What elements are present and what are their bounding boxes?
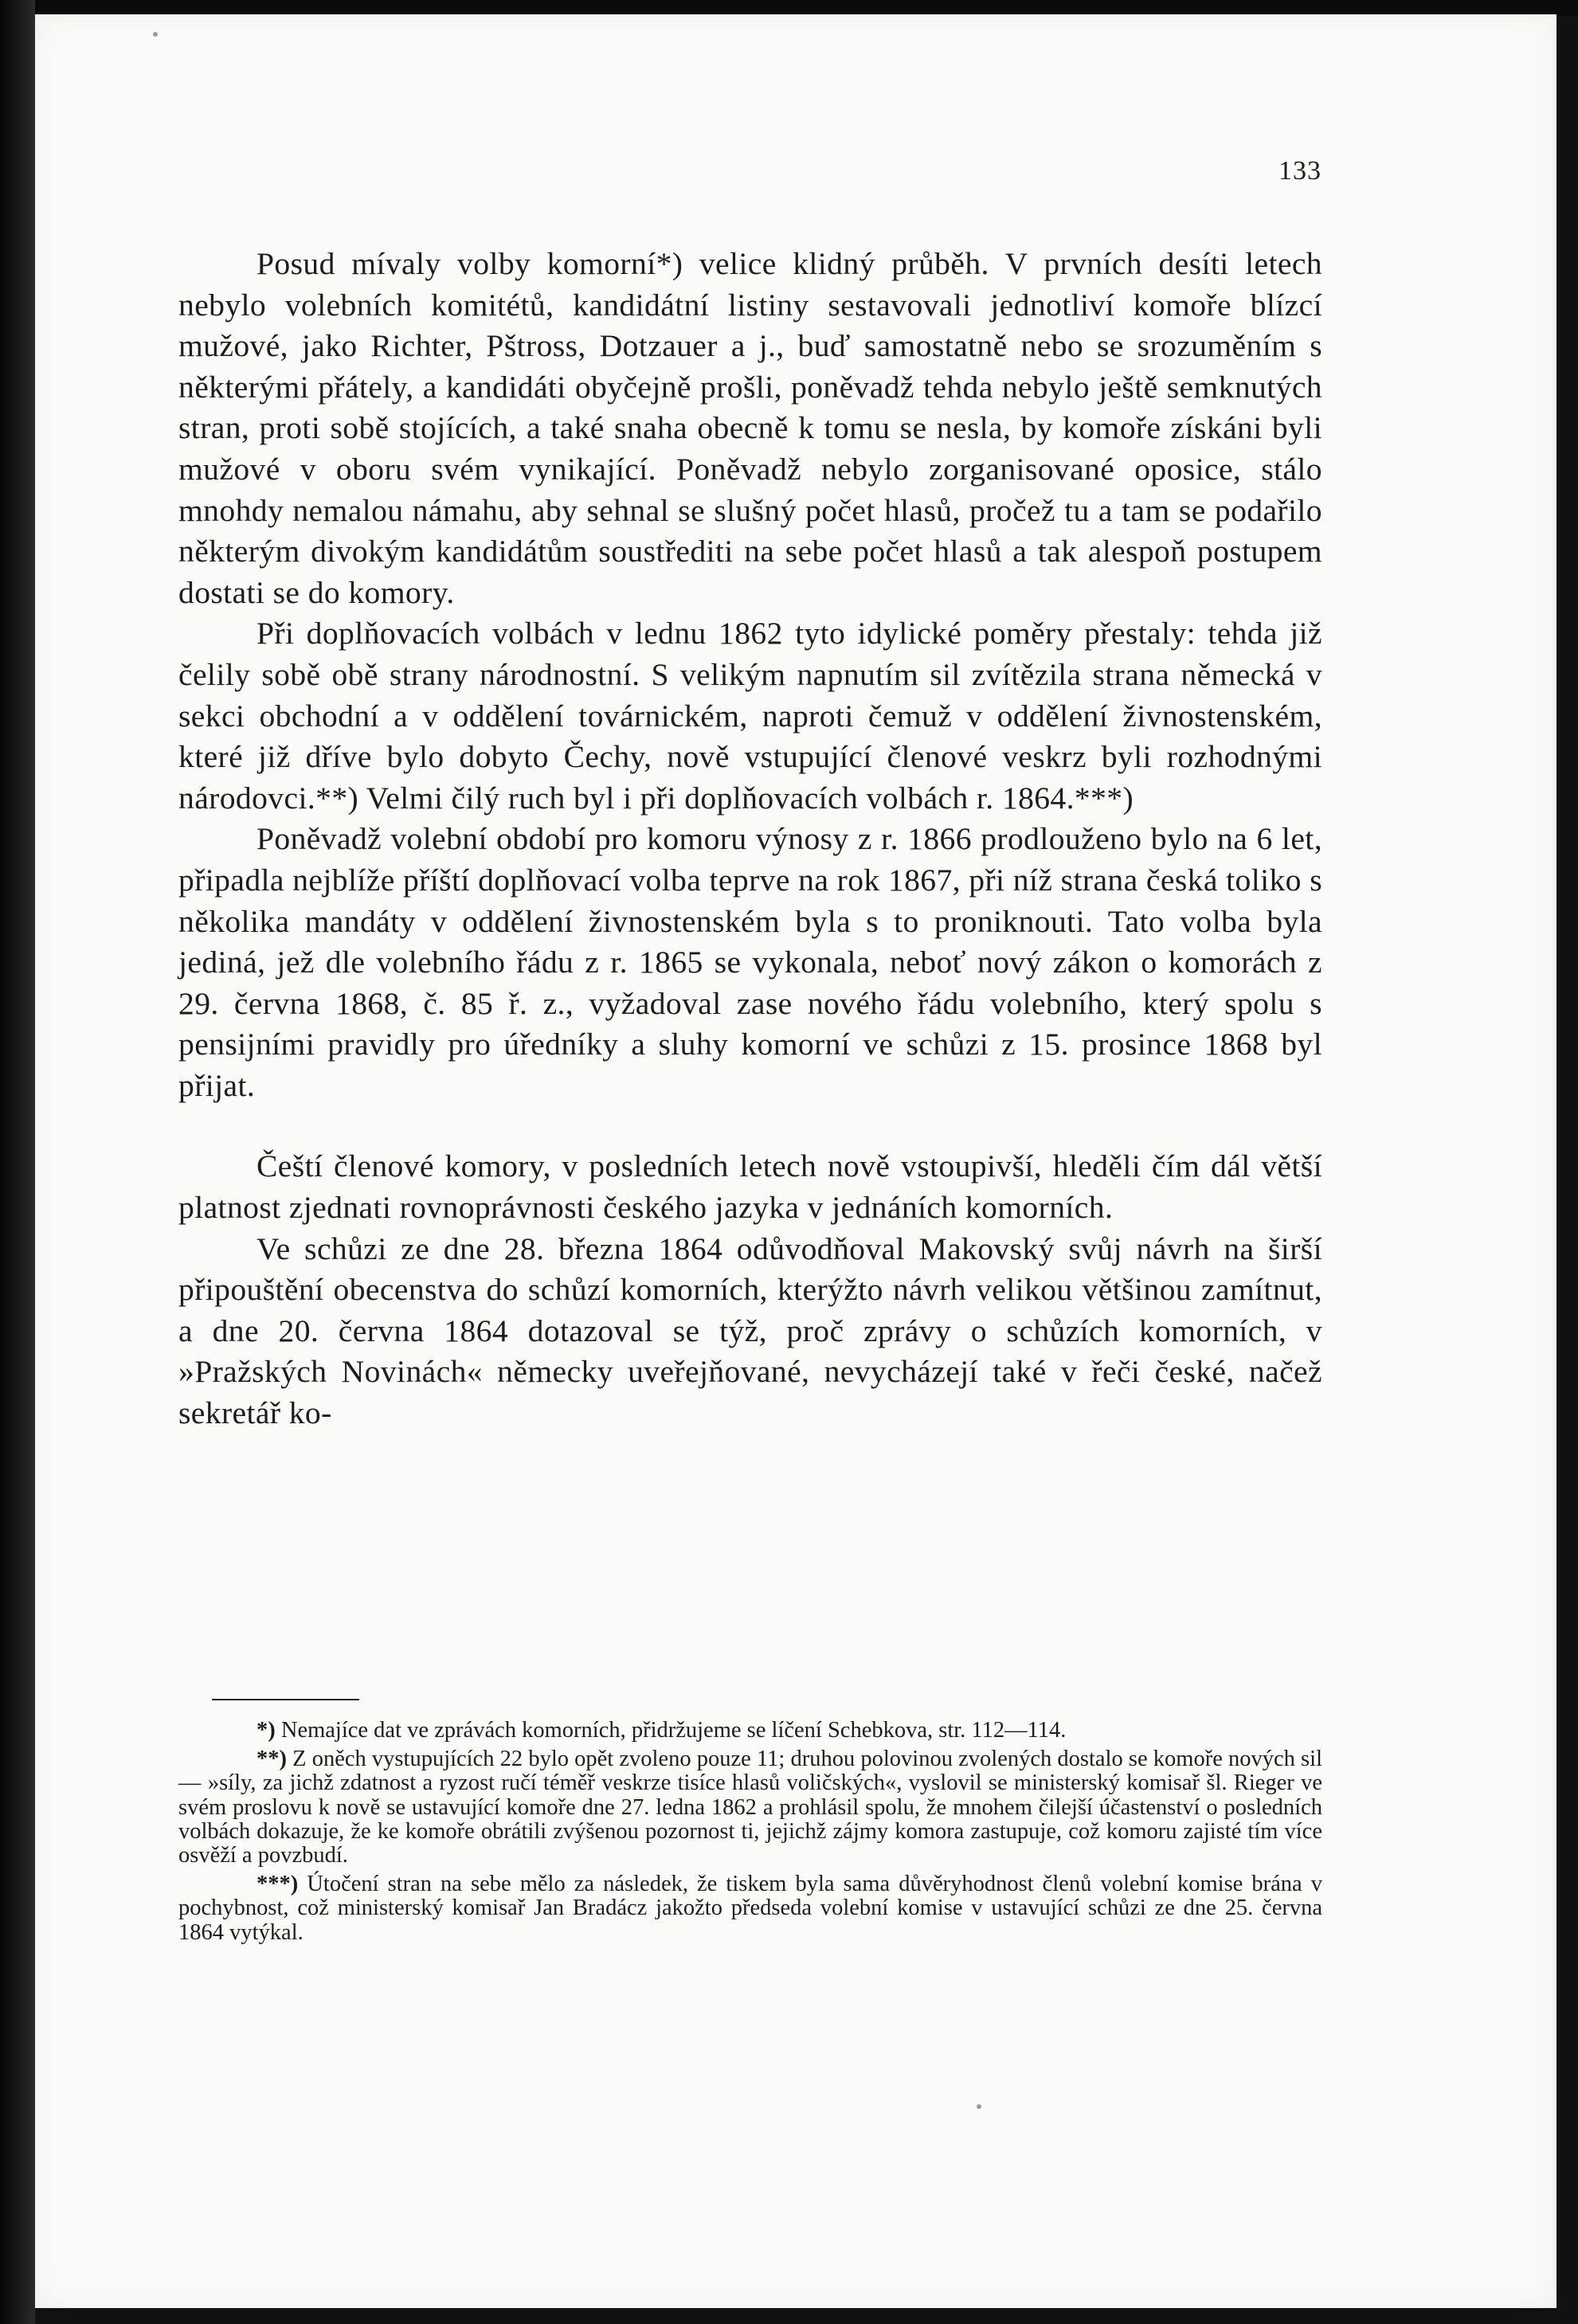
scan-top-border (0, 0, 1578, 16)
main-text (178, 244, 1322, 1434)
footnote-1-text: Nemajíce dat ve zprávách komorních, přidržujeme se líčení Schebkova, str. 112—114. (275, 1718, 1067, 1743)
page-number: 133 (1278, 156, 1322, 186)
paragraph-4: Čeští členové komory, v posledních letech nově vstoupivší, hleděli čím dál větší platnost zjednati rovnoprávnosti českého jazyka v jednáních komorních. (178, 1148, 1322, 1226)
footnotes (178, 1719, 1322, 1950)
footnote-divider (212, 1699, 359, 1700)
book-page (35, 14, 1556, 2308)
paper-speck (977, 2104, 981, 2109)
paragraph-3: Poněvadž volební období pro komoru výnosy z r. 1866 prodlouženo bylo na 6 let, připadla nejblíže příští doplňovací volba teprve na rok 1867, při níž strana česká toliko s několika mandáty v oddělení živnostenském byla s to proniknouti. Tato volba byla jediná, jež dle volebního řádu z r. 1865 se vykonala, neboť nový zákon o komorách z 29. června 1868, č. 85 ř. z., vyžadoval zase nového řádu volebního, který spolu s pensijními pravidly pro úředníky a sluhy komorní ve schůzi z 15. prosince 1868 byl přijat. (178, 821, 1322, 1103)
footnote-3-text: Útočení stran na sebe mělo za následek, že tiskem byla sama důvěryhodnost členů volební komise brána v pochybnost, což ministerský komisař Jan Bradácz jakožto předseda volební komise v ustavující schůzi ze dne 25. června 1864 vytýkal. (178, 1872, 1322, 1945)
paragraph-1: Posud mívaly volby komorní*) velice klidný průběh. V prvních desíti letech nebylo volebních komitétů, kandidátní listiny sestavovali jednotliví komoře blízcí mužové, jako Richter, Pštross, Dotzauer a j., buď samostatně nebo se srozuměním s některými přátely, a kandidáti obyčejně prošli, poněvadž tehda nebylo ještě semknutých stran, proti sobě stojících, a také snaha obecně k tomu se nesla, by komoře získáni byli mužové v oboru svém vynikající. Poněvadž nebylo zorganisované oposice, stálo mnohdy nemalou námahu, aby sehnal se slušný počet hlasů, pročež tu a tam se podařilo některým divokým kandidátům soustřediti na sebe počet hlasů a tak alespoň postupem dostati se do komory. (178, 246, 1322, 610)
footnote-1-mark: *) (256, 1718, 276, 1743)
footnote-2 (178, 1747, 1322, 1868)
paragraph-5: Ve schůzi ze dne 28. března 1864 odůvodňoval Makovský svůj návrh na širší připouštění obecenstva do schůzí komorních, kterýžto návrh velikou většinou zamítnut, a dne 20. června 1864 dotazoval se týž, proč zprávy o schůzích komorních, v »Pražských Novinách« německy uveřejňované, nevycházejí také v řeči české, načež sekretář ko- (178, 1230, 1322, 1431)
footnote-2-mark: **) (256, 1747, 287, 1772)
paragraph-2: Při doplňovacích volbách v lednu 1862 tyto idylické poměry přestaly: tehda již čelily sobě obě strany národnostní. S velikým napnutím sil zvítězila strana německá v sekci obchodní a v oddělení továrnickém, naproti čemuž v oddělení živnostenském, které již dříve bylo dobyto Čechy, nově vstupující členové veskrz byli rozhodnými národovci.**) Velmi čilý ruch byl i při doplňovacích volbách r. 1864.***) (178, 616, 1322, 816)
section-gap (178, 1106, 1322, 1146)
footnote-2-text: Z oněch vystupujících 22 bylo opět zvoleno pouze 11; druhou polovinou zvolených dostalo se komoře nových sil — »síly, za jichž zdatnost a ryzost ručí téměř veskrze tisíce hlasů voličských«, vyslovil se ministerský komisař šl. Rieger ve svém proslovu k nově se ustavující komoře dne 27. ledna 1862 a prohlásil spolu, že mnohem čilejší účastenství o posledních volbách dokazuje, že ke komoře obrátili zvýšenou pozornost ti, jejichž zájmy komora zastupuje, což komoru zajisté tím více osvěží a povzbudí. (178, 1747, 1322, 1868)
scan-left-border (0, 0, 35, 2324)
paper-speck (153, 32, 158, 37)
footnote-3 (178, 1872, 1322, 1945)
footnote-3-mark: ***) (256, 1872, 299, 1897)
footnote-1 (178, 1719, 1322, 1743)
